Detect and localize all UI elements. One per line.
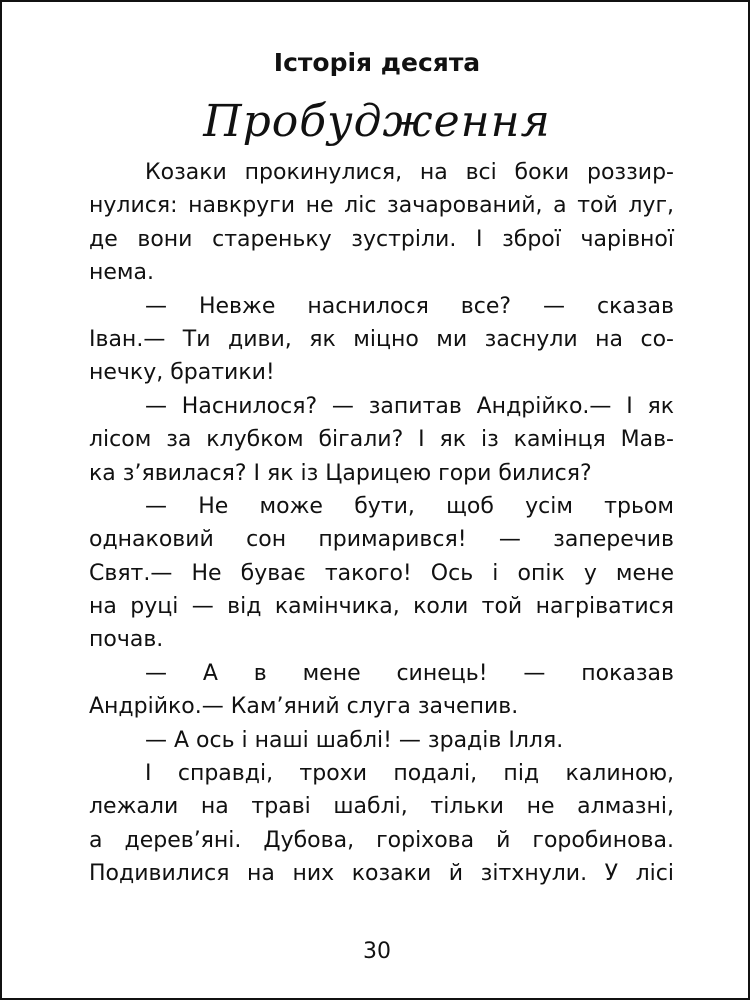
text-line: а дерев’яні. Дубова, горіхова й горобинова. [89,827,674,853]
text-line: — А ось і наші шаблі! — зрадів Ілля. [145,727,564,753]
text-line: лісом за клубком бігали? І як із камінця Мав- [89,427,674,453]
text-line: Свят.— Не буває такого! Ось і опік у мене [89,560,674,586]
text-line: Подивилися на них козаки й зітхнули. У лісі [89,861,674,887]
text-line: нема. [89,260,154,286]
text-line: І справді, трохи подалі, під калиною, [145,761,674,787]
text-line: — Невже наснилося все? — сказав [145,293,674,319]
text-line: де вони стареньку зустріли. І зброї чарівної [89,226,674,252]
text-line: однаковий сон примарився! — заперечив [89,527,674,553]
text-line: — Не може бути, щоб усім трьом [145,493,674,519]
text-line: на руці — від камінчика, коли той нагріватися [89,594,674,620]
body-text [89,156,674,891]
chapter-number: Історія десята [273,48,481,77]
text-line: нулися: навкруги не ліс зачарований, а той луг, [89,193,674,219]
text-line: Андрійко.— Кам’яний слуга зачепив. [89,694,519,720]
text-line: Іван.— Ти диви, як міцно ми заснули на со- [89,326,674,352]
text-line: ка з’явилася? І як із Царицею гори билися? [89,460,592,486]
text-line: лежали на траві шаблі, тільки не алмазні, [89,794,674,820]
text-line: Козаки прокинулися, на всі боки роззир- [145,160,674,185]
text-line: почав. [89,627,164,653]
chapter-title: Пробудження [203,96,551,147]
text-line: — А в мене синець! — показав [145,660,674,686]
text-line: — Наснилося? — запитав Андрійко.— І як [145,393,674,419]
text-line: нечку, братики! [89,360,275,386]
page-number: 30 [363,939,391,964]
